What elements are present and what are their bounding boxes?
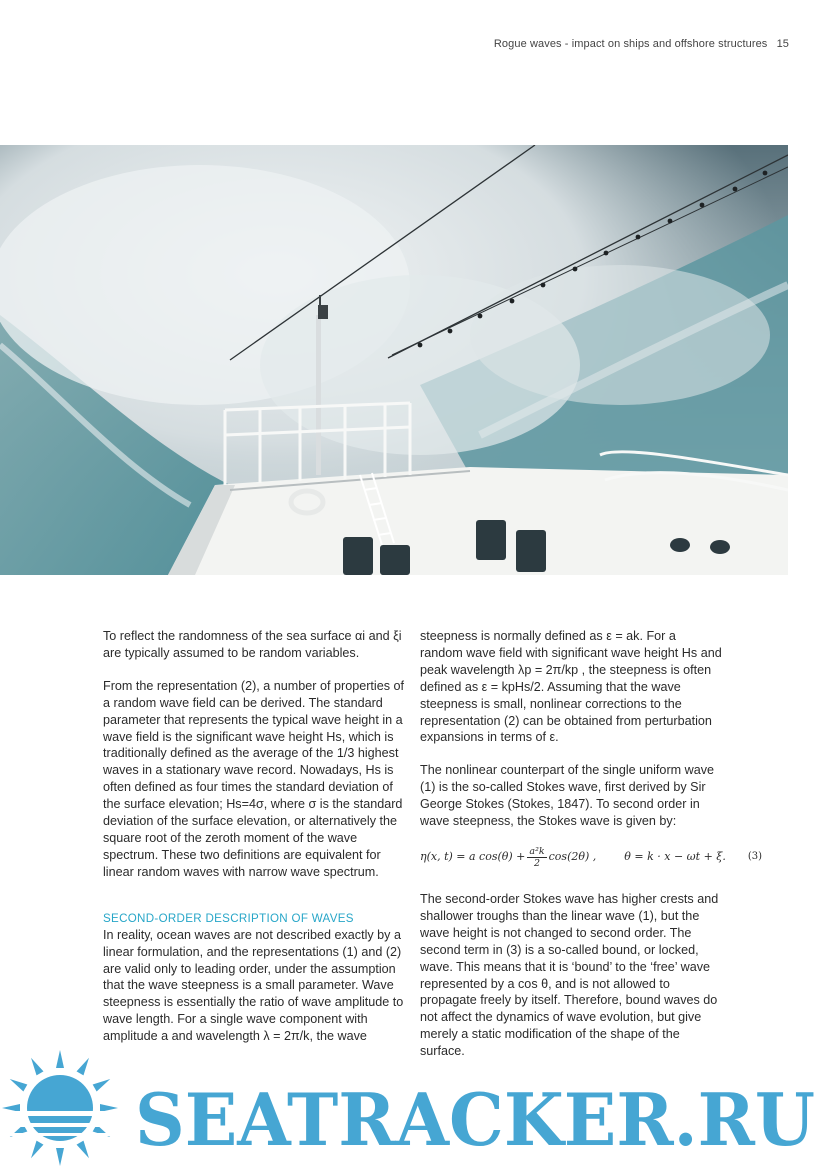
sun-burst-logo-icon bbox=[0, 1050, 125, 1166]
theta-definition: θ = k · x − ωt + ξ. bbox=[624, 850, 726, 864]
equation-lhs: η(x, t) = a cos(θ) + bbox=[420, 850, 526, 864]
paragraph: The second-order Stokes wave has higher crests and shallower troughs than the linear wave (1), but the wave height is not changed to second order. The second term in (3) is a so-called bound, or locked, wave. This means that it is ‘bound’ to the ‘free’ wave represented by a cos θ, and is not allowed to propagate freely by itself. Therefore, bound waves do not affect the dynamics of wave evolution, but give merely a static modification of the shape of the surface. bbox=[420, 891, 719, 1059]
right-column bbox=[420, 628, 763, 1076]
paragraph: From the representation (2), a number of properties of a random wave field can be derived. The standard parameter that represents the typical wave height in a wave field is the significant wave height Hs, which is traditionally defined as the average of the 1/3 highest waves in a stationary wave record. Nowadays, Hs is often defined as four times the standard deviation of the surface elevation; Hs=4σ, where σ is the standard deviation of the surface elevation, or alternatively the square root of the zeroth moment of the wave spectrum. These two definitions are equivalent for linear random waves with narrow wave spectrum. bbox=[103, 678, 404, 879]
paragraph: steepness is normally defined as ε = ak. For a random wave field with significant wave height Hs and peak wavelength λp = 2π/kp , the steepness is often defined as ε = kpHs/2. Assuming that the wave steepness is small, nonlinear corrections to the representation (2) can be obtained from perturbation expansions in terms of ε. bbox=[420, 629, 722, 745]
paragraph: In reality, ocean waves are not described exactly by a linear formulation, and the representations (1) and (2) are valid only to leading order, under the assumption that the wave steepness is a small parameter. Wave steepness is essentially the ratio of wave amplitude to wave length. For a single wave component with amplitude a and wavelength λ = 2π/k, the wave bbox=[103, 927, 404, 1044]
watermark bbox=[0, 1045, 827, 1170]
left-column bbox=[103, 628, 405, 1061]
equation-rhs: cos(2θ) , bbox=[548, 850, 597, 864]
running-header bbox=[494, 38, 789, 50]
equation-number: (3) bbox=[747, 851, 763, 863]
page-number: 15 bbox=[776, 38, 789, 50]
watermark-graphic bbox=[0, 1045, 827, 1170]
watermark-text: SEATRACKER.RU bbox=[135, 1077, 815, 1162]
equation-fraction bbox=[527, 846, 546, 869]
ship-bow-in-storm-photo bbox=[0, 145, 788, 575]
fraction-denominator: 2 bbox=[534, 857, 541, 869]
fraction-numerator: a²k bbox=[529, 845, 545, 857]
paragraph: To reflect the randomness of the sea surface αi and ξi are typically assumed to be random variables. bbox=[103, 629, 402, 660]
header-title: Rogue waves - impact on ships and offshore structures bbox=[493, 38, 768, 50]
paragraph: The nonlinear counterpart of the single uniform wave (1) is the so-called Stokes wave, first derived by Sir George Stokes (Stokes, 1847). To second order in wave steepness, the Stokes wave is given by: bbox=[420, 763, 715, 829]
stokes-equation bbox=[420, 845, 763, 869]
hero-photo bbox=[0, 145, 788, 575]
section-heading: SECOND-ORDER DESCRIPTION OF WAVES bbox=[103, 911, 354, 925]
